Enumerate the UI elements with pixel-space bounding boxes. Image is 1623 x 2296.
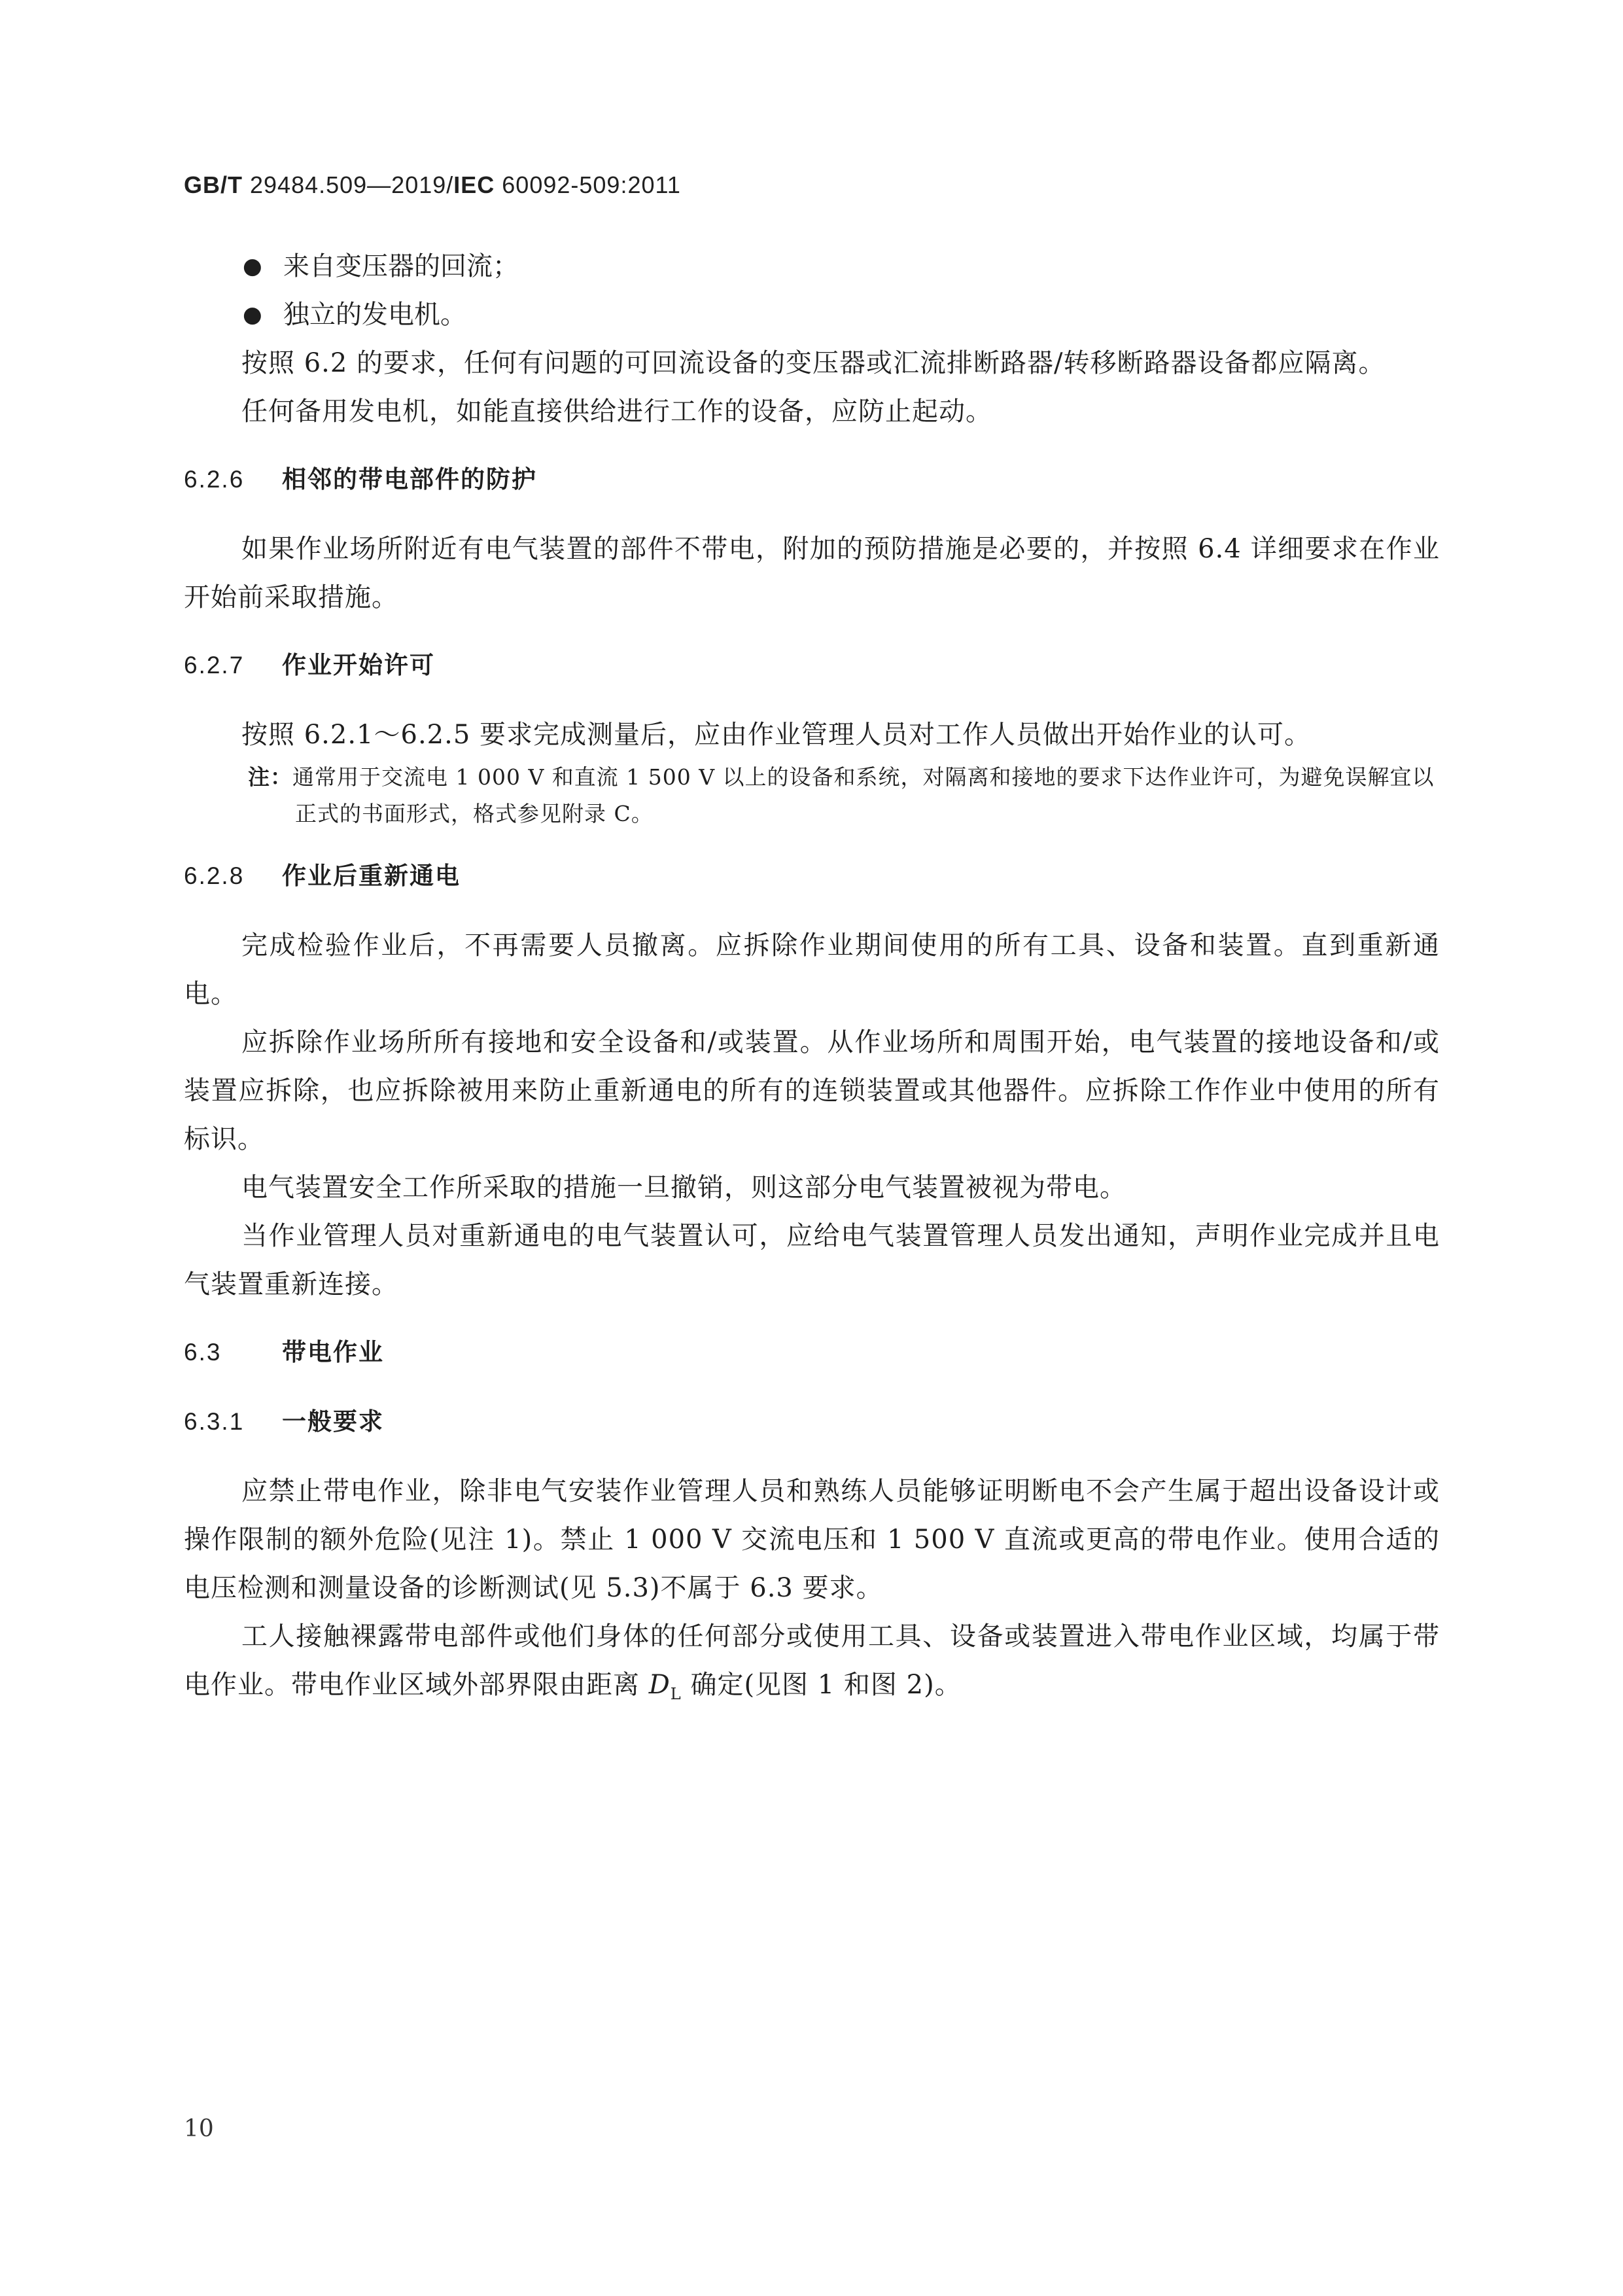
paragraph: 按照 6.2 的要求，任何有问题的可回流设备的变压器或汇流排断路器/转移断路器设备都应隔离。: [241, 348, 1386, 378]
paragraph: 应禁止带电作业，除非电气安装作业管理人员和熟练人员能够证明断电不会产生属于超出设备设计或操作限制的额外危险(见注 1)。禁止 1 000 V 交流电压和 1 500 V 直流或更高的带电作业。使用合适的电压检测和测量设备的诊断测试(见 5.3)不属于 6.3 要求。: [184, 1476, 1440, 1603]
paragraph: 如果作业场所附近有电气装置的部件不带电，附加的预防措施是必要的，并按照 6.4 详细要求在作业开始前采取措施。: [184, 534, 1440, 612]
section-number: 6.2.8: [184, 862, 245, 889]
section-heading-6-2-6: [184, 455, 1440, 504]
section-number: 6.2.6: [184, 466, 245, 493]
paragraph: 按照 6.2.1～6.2.5 要求完成测量后，应由作业管理人员对工作人员做出开始作业的认可。: [241, 720, 1311, 750]
section-number: 6.3: [184, 1339, 222, 1366]
bullet-dot-icon: ●: [243, 253, 262, 279]
bullet-item: [184, 291, 1440, 339]
page-number: 10: [184, 2115, 214, 2142]
header-code: 29484.509—2019/: [243, 171, 454, 198]
note-text: 通常用于交流电 1 000 V 和直流 1 500 V 以上的设备和系统，对隔离和接地的要求下达作业许可，为避免误解宜以正式的书面形式，格式参见附录 C。: [292, 764, 1435, 826]
bullet-dot-icon: ●: [243, 302, 262, 328]
page-content: [184, 242, 1440, 1718]
bullet-text: 独立的发电机。: [283, 300, 466, 330]
header-iec-code: 60092-509:2011: [495, 171, 681, 198]
section-title: 相邻的带电部件的防护: [282, 466, 537, 493]
note-label: 注：: [248, 765, 292, 789]
header-gbt: GB/T: [184, 171, 243, 198]
section-heading-6-3-1: [184, 1398, 1440, 1446]
paragraph-text: 工人接触裸露带电部件或他们身体的任何部分或使用工具、设备或装置进入带电作业区域，均属于带电作业。带电作业区域外部界限由距离: [184, 1621, 1440, 1700]
section-heading-6-2-8: [184, 852, 1440, 900]
section-heading-6-3: [184, 1328, 1440, 1377]
distance-subscript: L: [670, 1685, 682, 1703]
paragraph: 电气装置安全工作所采取的措施一旦撤销，则这部分电气装置被视为带电。: [241, 1173, 1126, 1203]
paragraph: 当作业管理人员对重新通电的电气装置认可，应给电气装置管理人员发出通知，声明作业完成并且电气装置重新连接。: [184, 1221, 1440, 1299]
section-title: 作业后重新通电: [282, 862, 461, 889]
section-title: 带电作业: [282, 1339, 384, 1366]
section-number: 6.3.1: [184, 1408, 245, 1435]
standard-header: [184, 171, 681, 199]
paragraph: 应拆除作业场所所有接地和安全设备和/或装置。从作业场所和周围开始，电气装置的接地设备和/或装置应拆除，也应拆除被用来防止重新通电的所有的连锁装置或其他器件。应拆除工作作业中使用的所有标识。: [184, 1027, 1440, 1154]
note: [210, 759, 1440, 832]
header-iec: IEC: [453, 171, 495, 198]
paragraph: 完成检验作业后，不再需要人员撤离。应拆除作业期间使用的所有工具、设备和装置。直到重新通电。: [184, 930, 1440, 1009]
paragraph: [184, 1612, 1440, 1718]
paragraph-text: 确定(见图 1 和图 2)。: [681, 1670, 962, 1700]
paragraph: 任何备用发电机，如能直接供给进行工作的设备，应防止起动。: [241, 397, 992, 427]
bullet-text: 来自变压器的回流；: [283, 251, 519, 281]
distance-variable: D: [648, 1670, 671, 1700]
section-number: 6.2.7: [184, 652, 245, 679]
section-title: 一般要求: [282, 1408, 384, 1435]
section-title: 作业开始许可: [282, 652, 435, 679]
section-heading-6-2-7: [184, 641, 1440, 690]
bullet-item: [184, 242, 1440, 291]
